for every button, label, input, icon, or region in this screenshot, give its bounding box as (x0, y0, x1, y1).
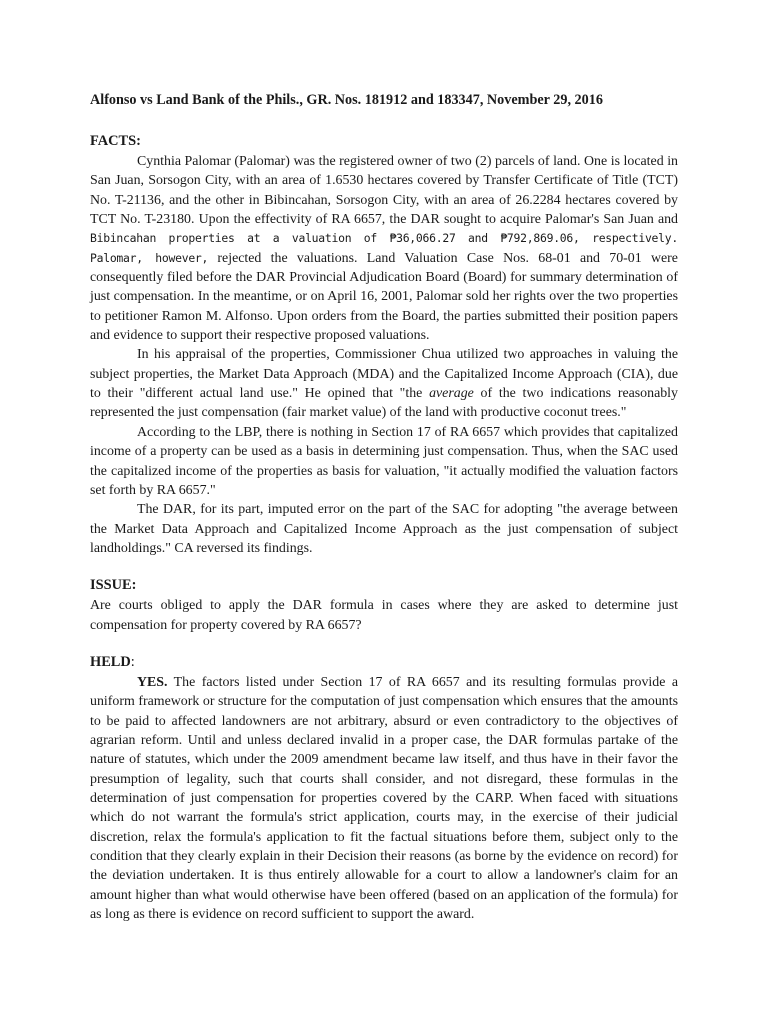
facts-paragraph-3: According to the LBP, there is nothing in Section 17 of RA 6657 which provides that capitalized income of a property can be used as a basis in determining just compensation. Thus, when the SAC used the capitalized income of the properties as basis for valuation, "it actually modified the valuation factors set forth by RA 6657." (90, 424, 678, 498)
held-body: The factors listed under Section 17 of RA 6657 and its resulting formulas provide a uniform framework or structure for the computation of just compensation which ensures that the amounts to be paid to affected landowners are not arbitrary, absurd or even contradictory to the objectives of agrarian reform. Until and unless declared invalid in a proper case, the DAR formulas partake of the nature of statutes, which under the 2009 amendment became law itself, and thus have in their favor the presumption of legality, such that courts shall consider, and not disregard, these formulas in the determination of just compensation for properties covered by the CARP. When faced with situations which do not warrant the formula's strict application, courts may, in the exercise of their judicial discretion, relax the formula's application to fit the factual situations before them, subject only to the condition that they clearly explain in their Decision their reasons (as borne by the evidence on record) for the deviation undertaken. It is thus entirely allowable for a court to allow a landowner's claim for an amount higher than what would otherwise have been offered (based on an application of the formula) for as long as there is evidence on record sufficient to support the award. (90, 674, 678, 923)
issue-heading: ISSUE: (90, 577, 137, 594)
facts-paragraph-2 (90, 345, 678, 422)
facts-p1-valuation-line: Bibincahan properties at a valuation of ₱36,066.27 and ₱792,869.06, respectively. Palomar, however, (90, 231, 678, 265)
held-heading-colon: : (130, 653, 135, 670)
held-heading (90, 654, 678, 671)
facts-p1-text-c: rejected the valuations. Land Valuation Case Nos. 68-01 and 70-01 were consequently filed before the DAR Provincial Adjudication Board (Board) for summary determination of just compensation. In the meantime, or on April 16, 2001, Palomar sold her rights over the two properties to petitioner Ramon M. Alfonso. Upon orders from the Board, the parties submitted their position papers and evidence to support their respective proposed valuations. (90, 250, 678, 344)
held-answer: YES. (137, 674, 168, 690)
held-text (90, 673, 678, 924)
facts-p2-emphasis: average (429, 386, 474, 402)
spacer (90, 558, 678, 577)
facts-p2-text-a: In his appraisal of the properties, Commissioner Chua utilized two approaches in valuing the subject properties, the Market Data Approach (MDA) and the Capitalized Income Approach (CIA), due to their "different actual land use." He opined that "the (90, 347, 678, 402)
case-title: Alfonso vs Land Bank of the Phils., GR. Nos. 181912 and 183347, November 29, 2016 (90, 92, 603, 108)
facts-heading: FACTS: (90, 133, 141, 149)
facts-p1-text-a: Cynthia Palomar (Palomar) was the registered owner of two (2) parcels of land. One is located in San Juan, Sorsogon City, with an area of 1.6530 hectares covered by Transfer Certificate of Title (TCT) No. T-21136, and the other in Bibincahan, Sorsogon City, with an area of 26.2284 hectares covered by TCT No. T-23180. Upon the effectivity of RA 6657, the DAR sought to acquire Palomar's San Juan and (90, 154, 678, 228)
facts-p2-text-b: of the two indications reasonably represented the just compensation (fair market value) of the land with productive coconut trees." (90, 386, 678, 421)
spacer (90, 635, 678, 654)
facts-paragraph-4: The DAR, for its part, imputed error on the part of the SAC for adopting "the average between the Market Data Approach and Capitalized Income Approach as the just compensation of subject landholdings." CA reversed its findings. (90, 502, 678, 556)
facts-paragraph-1 (90, 152, 678, 345)
held-heading-label: HELD (90, 653, 131, 670)
issue-text: Are courts obliged to apply the DAR formula in cases where they are asked to determine just compensation for property covered by RA 6657? (90, 598, 678, 633)
